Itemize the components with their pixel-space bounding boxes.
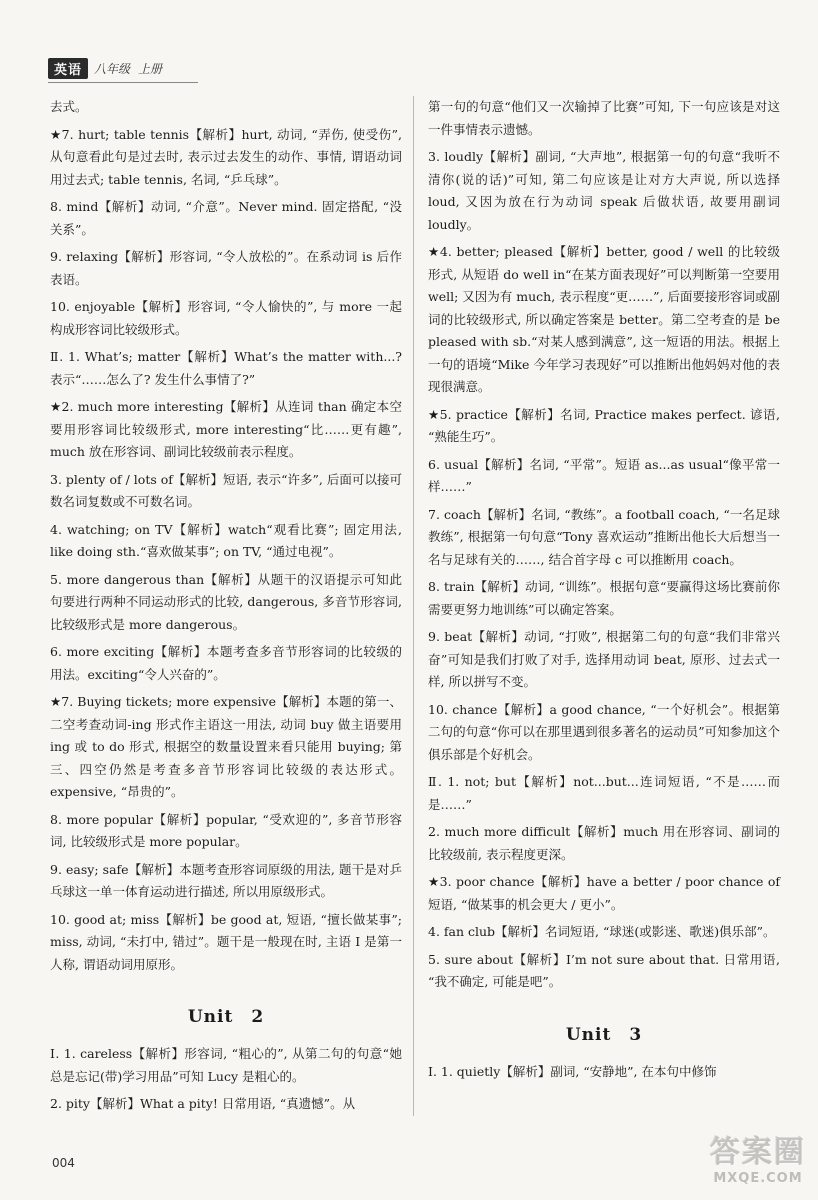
- answer-paragraph: 8. more popular【解析】popular, “受欢迎的”, 多音节形容词, 比较级形式是 more popular。: [50, 811, 402, 849]
- header-rule: [48, 82, 198, 83]
- running-header: [48, 58, 162, 78]
- answer-paragraph: Ⅱ. 1. What’s; matter【解析】What’s the matter with...? 表示“……怎么了? 发生什么事情了?”: [50, 349, 402, 387]
- answer-paragraph: 9. easy; safe【解析】本题考查形容词原级的用法, 题干是对乒乓球这一单一体育运动进行描述, 所以用原级形式。: [50, 861, 402, 899]
- answer-paragraph: 4. watching; on TV【解析】watch“观看比赛”; 固定用法, like doing sth.“喜欢做某事”; on TV, “通过电视”。: [50, 521, 402, 559]
- answer-paragraph: 6. usual【解析】名词, “平常”。短语 as...as usual“像平常一样……”: [428, 456, 780, 494]
- answer-paragraph: 2. much more difficult【解析】much 用在形容词、副词的比较级前, 表示程度更深。: [428, 824, 780, 862]
- answer-paragraph: 5. more dangerous than【解析】从题干的汉语提示可知此句要进行两种不同运动形式的比较, dangerous, 多音节形容词, 比较级形式是 more dangerous。: [50, 571, 402, 632]
- answer-paragraph: 7. coach【解析】名词, “教练”。a football coach, “一名足球教练”, 根据第一句句意“Tony 喜欢运动”推断出他长大后想当一名与足球有关的……, 结合首字母 c 可以推断用 coach。: [428, 506, 780, 567]
- unit-3-title: Unit 3: [565, 1024, 643, 1045]
- answer-paragraph: 10. enjoyable【解析】形容词, “令人愉快的”, 与 more 一起构成形容词比较级形式。: [50, 299, 402, 337]
- right-paragraphs: [428, 96, 780, 994]
- left-unit-paragraphs: [50, 1043, 402, 1116]
- answer-paragraph: ★5. practice【解析】名词, Practice makes perfect. 谚语, “熟能生巧”。: [428, 406, 780, 444]
- unit-2-title: Unit 2: [187, 1007, 265, 1027]
- answer-paragraph: 5. sure about【解析】I’m not sure about that. 日常用语, “我不确定, 可能是吧”。: [428, 951, 780, 989]
- answer-paragraph: 去式。: [50, 99, 88, 114]
- answer-paragraph: Ⅰ. 1. careless【解析】形容词, “粗心的”, 从第二句的句意“她总是忘记(带)学习用品”可知 Lucy 是粗心的。: [50, 1046, 402, 1084]
- left-paragraphs: [50, 96, 402, 976]
- watermark-title: 答案圈: [710, 1135, 806, 1170]
- answer-paragraph: 2. pity【解析】What a pity! 日常用语, “真遗憾”。从: [50, 1096, 356, 1111]
- answer-paragraph: ★4. better; pleased【解析】better, good / well 的比较级形式, 从短语 do well in“在某方面表现好”可以判断第一空要用 well; 又因为有 much, 表示程度“更……”, 后面要接形容词或副词的比较级形式, 所以确定答案是 better。第二空考查的是 be pleased with sb.“对某人感到满意”, 这一短语的用法。根据上一句的语境“Mike 今年学习表现好”可以推断出他妈妈对他的表现很满意。: [428, 244, 780, 394]
- watermark-url: MXQE.COM: [713, 1171, 803, 1186]
- answer-paragraph: 6. more exciting【解析】本题考查多音节形容词的比较级的用法。exciting“令人兴奋的”。: [50, 644, 402, 682]
- answer-paragraph: 第一句的句意“他们又一次输掉了比赛”可知, 下一句应该是对这一件事情表示遗憾。: [428, 99, 780, 137]
- left-column: [50, 96, 402, 1116]
- answer-paragraph: 4. fan club【解析】名词短语, “球迷(或影迷、歌迷)俱乐部”。: [428, 924, 776, 939]
- answer-paragraph: Ⅰ. 1. quietly【解析】副词, “安静地”, 在本句中修饰: [428, 1063, 717, 1079]
- answer-paragraph: 8. train【解析】动词, “训练”。根据句意“要赢得这场比赛前你需要更努力地训练”可以确定答案。: [428, 579, 780, 617]
- answer-paragraph: 3. plenty of / lots of【解析】短语, 表示“许多”, 后面可以接可数名词复数或不可数名词。: [50, 471, 402, 509]
- volume-label: 上册: [138, 61, 163, 76]
- right-unit-paragraphs: [428, 1061, 780, 1084]
- column-divider: [413, 96, 414, 1116]
- subject-label: 英语: [48, 58, 88, 79]
- answer-paragraph: ★7. hurt; table tennis【解析】hurt, 动词, “弄伤, 使受伤”, 从句意看此句是过去时, 表示过去发生的动作、事情, 谓语动词用过去式; table tennis, 名词, “乒乓球”。: [50, 126, 402, 187]
- answer-paragraph: ★3. poor chance【解析】have a better / poor chance of 短语, “做某事的机会更大 / 更小”。: [428, 874, 780, 912]
- answer-paragraph: 10. good at; miss【解析】be good at, 短语, “擅长做某事”; miss, 动词, “未打中, 错过”。题干是一般现在时, 主语 I 是第一人称, 谓语动词用原形。: [50, 911, 402, 972]
- grade-label: 八年级: [94, 61, 131, 76]
- answer-paragraph: ★7. Buying tickets; more expensive【解析】本题的第一、二空考查动词-ing 形式作主语这一用法, 动词 buy 做主语要用 ing 或 to do 形式, 根据空的数量设置来看只能用 buying; 第三、四空仍然是考查多音节形容词比较级的表达形式。expensive, “昂贵的”。: [50, 694, 402, 799]
- watermark-logo: [710, 1127, 806, 1186]
- answer-paragraph: 3. loudly【解析】副词, “大声地”, 根据第一句的句意“我听不清你(说的话)”可知, 第二句应该是让对方大声说, 所以选择 loud, 又因为放在行为动词 speak 后做状语, 故要用副词 loudly。: [428, 149, 780, 232]
- answer-paragraph: 9. relaxing【解析】形容词, “令人放松的”。在系动词 is 后作表语。: [50, 249, 402, 287]
- answer-paragraph: 9. beat【解析】动词, “打败”, 根据第二句的句意“我们非常兴奋”可知是我们打败了对手, 选择用动词 beat, 原形、过去式一样, 所以拼写不变。: [428, 629, 780, 689]
- answer-paragraph: ★2. much more interesting【解析】从连词 than 确定本空要用形容词比较级形式, more interesting“比……更有趣”, much 放在形容词、副词比较级前表示程度。: [50, 399, 402, 459]
- answer-paragraph: Ⅱ. 1. not; but【解析】not...but...连词短语, “不是……而是……”: [428, 774, 780, 812]
- answer-paragraph: 10. chance【解析】a good chance, “一个好机会”。根据第二句的句意“你可以在那里遇到很多著名的运动员”可知参加这个俱乐部是个好机会。: [428, 701, 780, 762]
- page-number: 004: [52, 1156, 75, 1170]
- answer-paragraph: 8. mind【解析】动词, “介意”。Never mind. 固定搭配, “没关系”。: [50, 199, 402, 237]
- right-column: [428, 96, 780, 1083]
